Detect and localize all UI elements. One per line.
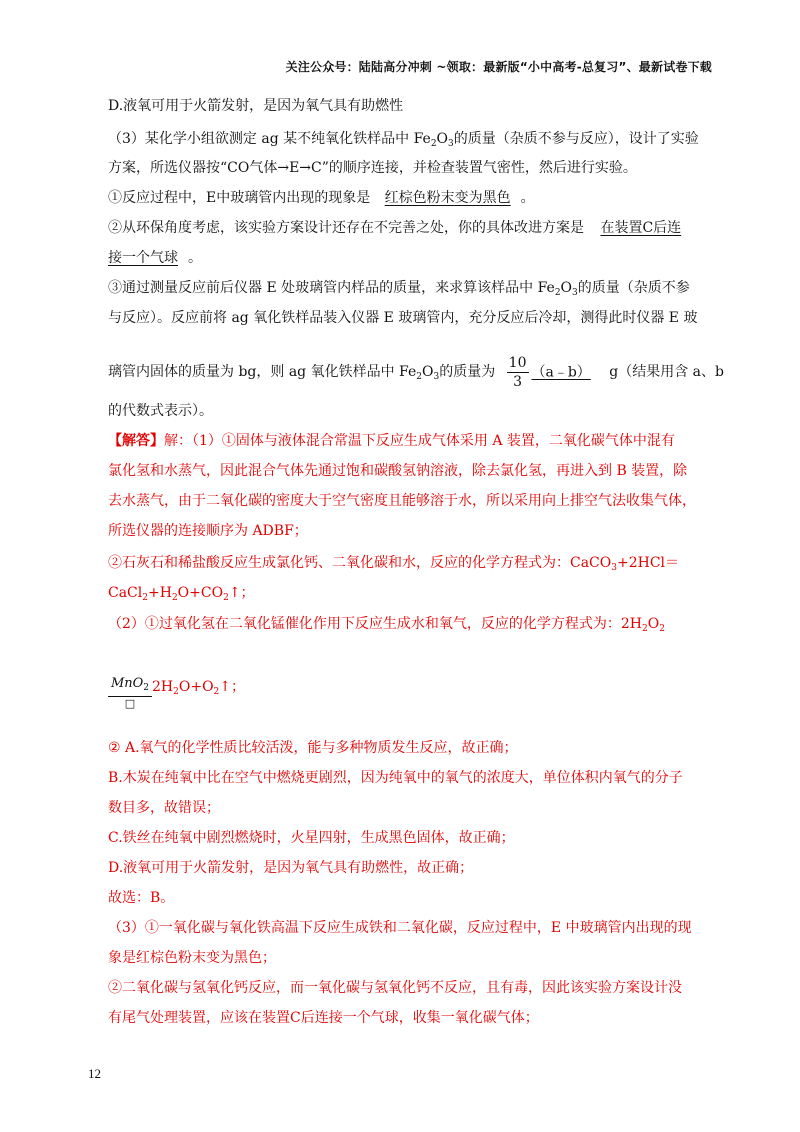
sub-question-3-line-2: 与反应）。反应前将 ag 氧化铁样品装入仪器 E 玻璃管内，充分反应后冷却，测得此时仪器 E 玻 bbox=[108, 310, 698, 326]
sub-question-3-line-3: 璃管内固体的质量为 bg，则 ag 氧化铁样品中 $Fe_2O_3$的质量为 $\frac{10}{3}$ （a﹣b） g（结果用含 a、b bbox=[108, 354, 724, 390]
question-3-line-1: （3）某化学小组欲测定 ag 某不纯氧化铁样品中 $Fe_2O_3$的质量（杂质不参与反应），设计了实验 bbox=[108, 131, 699, 149]
answer-blank-1: 红棕色粉末变为黑色 bbox=[384, 190, 511, 206]
catalyst-condition: MnO$_2$ □ bbox=[108, 676, 152, 711]
answer-line-9: ② A.氧气的化学性质比较活泼，能与多种物质发生反应，故正确； bbox=[108, 740, 518, 756]
answer-line-2: 氯化氢和水蒸气，因此混合气体先通过饱和碳酸氢钠溶液，除去氯化氢，再进入到 B 装置，除 bbox=[108, 463, 688, 479]
answer-line-7: （2）①过氧化氢在二氧化锰催化作用下反应生成水和氧气，反应的化学方程式为：$2H_2O_2$ bbox=[108, 616, 665, 634]
answer-line-3: 去水蒸气，由于二氧化碳的密度大于空气密度且能够溶于水，所以采用向上排空气法收集气体， bbox=[108, 493, 696, 509]
answer-line-17: ②二氧化碳与氢氧化钙反应，而一氧化碳与氢氧化钙不反应，且有毒，因此该实验方案设计没 bbox=[108, 980, 682, 996]
answer-line-12: C.铁丝在纯氧中剧烈燃烧时，火星四射，生成黑色固体，故正确； bbox=[108, 830, 515, 846]
answer-line-6: $CaCl_2+H_2O+CO_2↑$； bbox=[108, 585, 255, 603]
sub-question-2-line-1: ②从环保角度考虑，该实验方案设计还存在不完善之处，你的具体改进方案是 在装置C后连 bbox=[108, 220, 682, 236]
fraction: $\frac{10}{3}$ bbox=[508, 354, 527, 390]
answer-line-16: 象是红棕色粉末变为黑色； bbox=[108, 950, 276, 966]
answer-line-18: 有尾气处理装置，应该在装置C后连接一个气球，收集一氧化碳气体； bbox=[108, 1010, 539, 1026]
answer-blank-2a: 在装置C后连 bbox=[600, 220, 682, 236]
option-d: D.液氧可用于火箭发射，是因为氧气具有助燃性 bbox=[108, 98, 404, 114]
sub-question-3-line-1: ③通过测量反应前后仪器 E 处玻璃管内样品的质量，来求算该样品中 $Fe_2O_3$的质量（杂质不参 bbox=[108, 280, 690, 298]
answer-line-13: D.液氧可用于火箭发射，是因为氧气具有助燃性，故正确； bbox=[108, 860, 474, 876]
answer-line-14: 故选：B。 bbox=[108, 890, 175, 906]
answer-blank-2b: 接一个气球 bbox=[108, 250, 178, 266]
answer-line-1: 【解答】解：（1）①固体与液体混合常温下反应生成气体采用 A 装置，二氧化碳气体中混有 bbox=[108, 433, 675, 449]
answer-blank-3: $\frac{10}{3}$ （a﹣b） bbox=[508, 354, 591, 390]
answer-line-15: （3）①一氧化碳与氧化铁高温下反应生成铁和二氧化碳，反应过程中，E 中玻璃管内出现的现 bbox=[108, 920, 692, 936]
page-number: 12 bbox=[88, 1066, 101, 1081]
page-header: 关注公众号：陆陆高分冲刺 ~领取：最新版“小中高考-总复习”、最新试卷下载 bbox=[285, 60, 712, 74]
answer-line-4: 所选仪器的连接顺序为 ADBF； bbox=[108, 523, 308, 539]
answer-line-11: 数目多，故错误； bbox=[108, 800, 220, 816]
sub-question-3-line-4: 的代数式表示）。 bbox=[108, 403, 213, 419]
sub-question-2-line-2: 接一个气球 。 bbox=[108, 250, 202, 266]
answer-equation-mno2: MnO$_2$ □ $2H_2O+O_2↑$； bbox=[108, 676, 245, 720]
answer-line-10: B.木炭在纯氧中比在空气中燃烧更剧烈，因为纯氧中的氧气的浓度大，单位体积内氧气的分子 bbox=[108, 770, 683, 786]
question-3-line-2: 方案，所选仪器按“CO气体→E→C”的顺序连接，并检查装置气密性，然后进行实验。 bbox=[108, 160, 637, 176]
sub-question-1: ①反应过程中，E中玻璃管内出现的现象是 红棕色粉末变为黑色 。 bbox=[108, 190, 535, 206]
answer-tag: 【解答】 bbox=[108, 433, 164, 449]
answer-line-5: ②石灰石和稀盐酸反应生成氯化钙、二氧化碳和水，反应的化学方程式为：CaCO$_3$+2HCl＝ bbox=[108, 555, 680, 573]
